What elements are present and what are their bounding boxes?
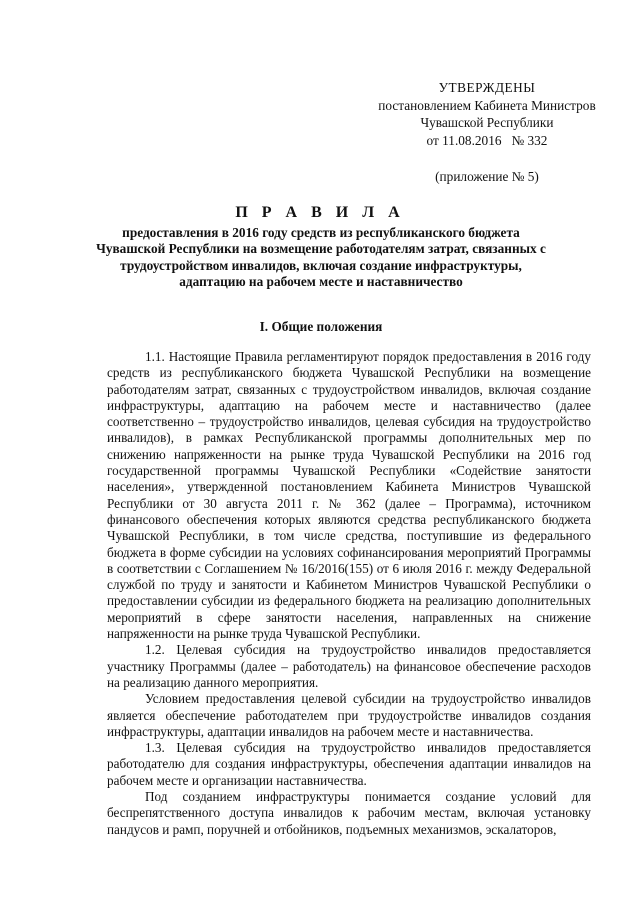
body-text: [107, 349, 591, 838]
annex-note: (приложение № 5): [435, 169, 539, 185]
paragraph: 1.2. Целевая субсидия на трудоустройство инвалидов предоставляется участнику Программы (далее – работодатель) на финансовое обеспечение расходов на реализацию данного мероприятия.: [107, 642, 591, 690]
approval-stamp: [362, 79, 612, 186]
approval-line: Чувашской Республики: [420, 115, 554, 131]
paragraph: 1.3. Целевая субсидия на трудоустройство инвалидов предоставляется работодателю для создания инфраструктуры, обеспечения адаптации инвалидов на рабочем месте и организации наставничества.: [107, 740, 591, 788]
approval-title: УТВЕРЖДЕНЫ: [438, 80, 536, 95]
document-title: П Р А В И Л А: [235, 204, 405, 221]
paragraph: 1.1. Настоящие Правила регламентируют порядок предоставления в 2016 году средств из республиканского бюджета Чувашской Республики на возмещение работодателям затрат, связанных с трудоустройством инвалидов, включая создание инфраструктуры, адаптацию на рабочем месте и наставничество (далее соответственно – трудоустройство инвалидов, целевая субсидия на трудоустройство инвалидов), в рамках Республиканской программы дополнительных мер по снижению напряженности на рынке труда Чувашской Республики на 2016 год государственной программы Чувашской Республики «Содействие занятости населения», утвержденной постановлением Кабинета Министров Чувашской Республики от 30 августа 2011 г. № 362 (далее – Программа), источником финансового обеспечения которых являются средства республиканского бюджета Чувашской Республики, в том числе средства, поступившие из федерального бюджета в форме субсидии на условиях софинансирования мероприятий Программы в соответствии с Соглашением № 16/2016(155) от 6 июля 2016 г. между Федеральной службой по труду и занятости и Кабинетом Министров Чувашской Республики о предоставлении субсидии из федерального бюджета на реализацию дополнительных мероприятий в сфере занятости населения, направленных на снижение напряженности на рынке труда Чувашской Республики.: [107, 349, 591, 642]
paragraph: Условием предоставления целевой субсидии на трудоустройство инвалидов является обеспечение работодателем при трудоустройстве инвалидов создания инфраструктуры, адаптации инвалидов на рабочем месте и наставничества.: [107, 691, 591, 739]
section-heading: I. Общие положения: [259, 319, 383, 334]
document-subtitle: предоставления в 2016 году средств из республиканского бюджета Чувашской Республики на возмещение работодателям затрат, связанных с трудоустройством инвалидов, включая создание инфраструктуры, адаптацию на рабочем месте и наставничество: [96, 225, 546, 290]
paragraph: Под созданием инфраструктуры понимается создание условий для беспрепятственного доступа инвалидов к рабочим местам, включая установку пандусов и рамп, поручней и отбойников, подъемных механизмов, эскалаторов,: [107, 789, 591, 837]
approval-date-number: от 11.08.2016 № 332: [426, 132, 548, 148]
approval-line: постановлением Кабинета Министров: [378, 97, 596, 113]
